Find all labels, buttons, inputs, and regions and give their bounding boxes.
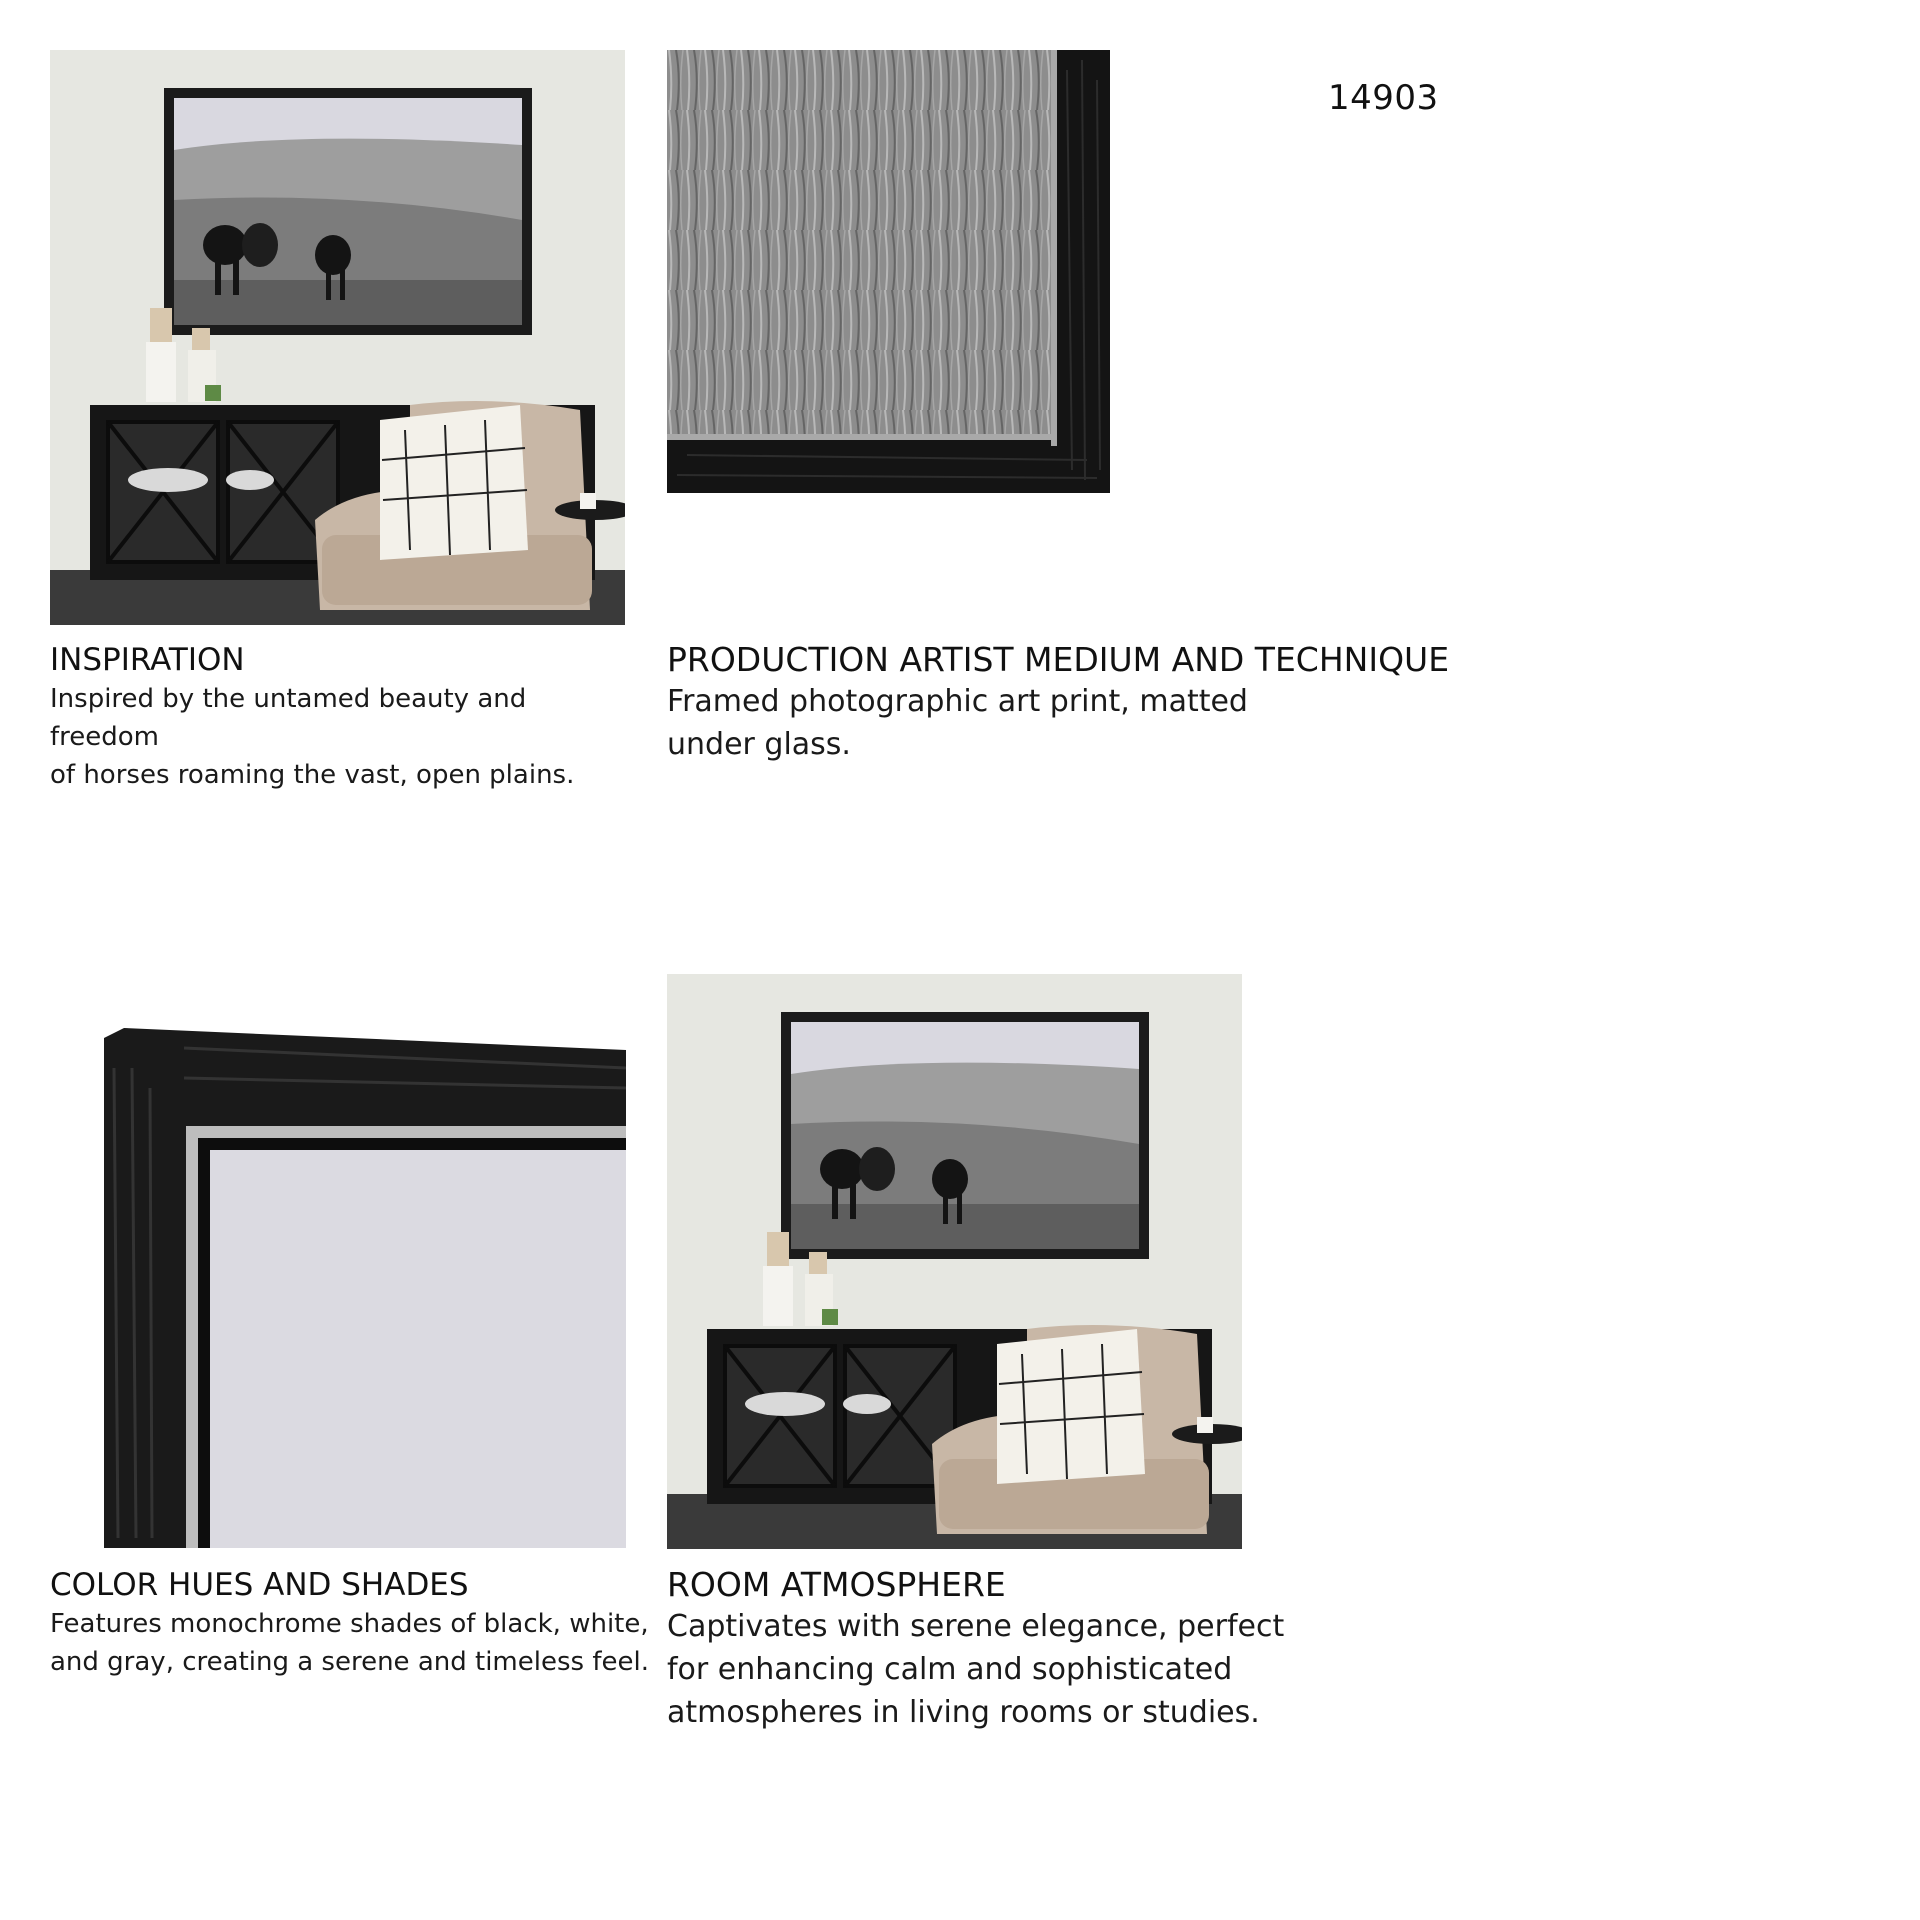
color-line-2: and gray, creating a serene and timeless feel.: [50, 1647, 649, 1677]
room-line-1: Captivates with serene elegance, perfect: [667, 1609, 1285, 1644]
color-section: [50, 1565, 650, 1681]
room-scene-image-1: [50, 50, 625, 625]
inspiration-line-2: of horses roaming the vast, open plains.: [50, 760, 575, 790]
production-heading: PRODUCTION ARTIST MEDIUM AND TECHNIQUE: [667, 640, 1450, 679]
room-heading: ROOM ATMOSPHERE: [667, 1565, 1006, 1604]
color-line-1: Features monochrome shades of black, white,: [50, 1609, 649, 1639]
production-section: [667, 640, 1567, 766]
color-heading: COLOR HUES AND SHADES: [50, 1567, 469, 1603]
product-code: 14903: [1328, 78, 1439, 118]
inspiration-line-1: Inspired by the untamed beauty and freedom: [50, 684, 527, 752]
room-line-3: atmospheres in living rooms or studies.: [667, 1695, 1260, 1730]
room-line-2: for enhancing calm and sophisticated: [667, 1652, 1233, 1687]
inspiration-heading: INSPIRATION: [50, 642, 245, 678]
room-section: [667, 1565, 1307, 1734]
room-scene-image-2: [667, 974, 1242, 1549]
frame-corner-image: [104, 1028, 626, 1548]
inspiration-section: [50, 640, 630, 794]
grass-detail-image: [667, 50, 1110, 493]
production-line-2: under glass.: [667, 727, 851, 762]
production-line-1: Framed photographic art print, matted: [667, 684, 1248, 719]
